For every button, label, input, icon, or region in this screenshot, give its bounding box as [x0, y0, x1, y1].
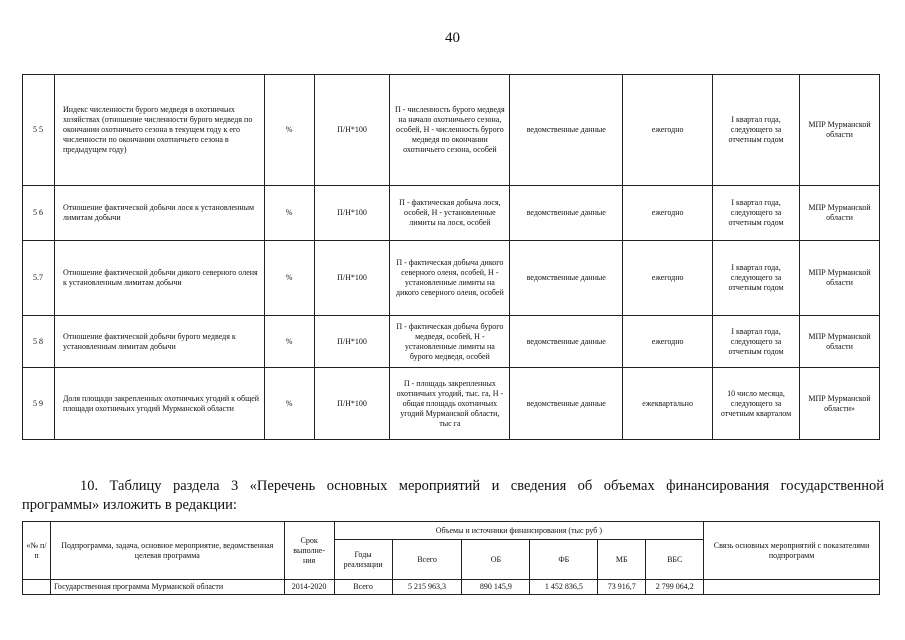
indicator-name: Отношение фактической добычи дикого северного оленя к установленным лимитам добычи	[54, 241, 264, 316]
indicator-name: Отношение фактической добычи бурого медведя к установленным лимитам добычи	[54, 316, 264, 368]
header-funding-group: Объемы и источники финансирования (тыс руб )	[334, 522, 704, 540]
source: ведомственные данные	[510, 316, 623, 368]
row-number: 5 6	[23, 186, 55, 241]
table-row	[23, 75, 880, 186]
link	[704, 580, 880, 595]
responsible: МПР Мурманской области	[800, 75, 880, 186]
header-link: Связь основных мероприятий с показателями подпрограмм	[704, 522, 880, 580]
term: 10 число месяца, следующего за отчетным кварталом	[713, 368, 800, 440]
source: ведомственные данные	[510, 241, 623, 316]
instruction-paragraph	[22, 477, 884, 515]
paragraph-line-1: 10. Таблицу раздела 3 «Перечень основных мероприятий и сведения об объемах финансирования государственной	[80, 478, 884, 494]
formula: П/Н*100	[314, 75, 390, 186]
definition: П - фактическая добыча дикого северного оленя, особей, Н - установленные лимиты на дикого северного оленя, особей	[390, 241, 510, 316]
indicator-name: Доля площади закрепленных охотничьих угодий к общей площади охотничьих угодий Мурманской области	[54, 368, 264, 440]
header-vbs: ВБС	[646, 540, 704, 580]
header-ob: ОБ	[462, 540, 530, 580]
header-years: Годы реализации	[334, 540, 392, 580]
row-number: 5.7	[23, 241, 55, 316]
formula: П/Н*100	[314, 368, 390, 440]
header-program: Подпрограмма, задача, основное мероприятие, ведомственная целевая программа	[50, 522, 284, 580]
source: ведомственные данные	[510, 75, 623, 186]
header-num: «№ п/п	[23, 522, 51, 580]
total: 5 215 963,3	[392, 580, 462, 595]
row-number: 5 5	[23, 75, 55, 186]
table-row	[23, 186, 880, 241]
indicator-name: Отношение фактической добычи лося к установленным лимитам добычи	[54, 186, 264, 241]
source: ведомственные данные	[510, 368, 623, 440]
periodicity: ежегодно	[623, 186, 713, 241]
formula: П/Н*100	[314, 186, 390, 241]
table-row	[23, 241, 880, 316]
header-total: Всего	[392, 540, 462, 580]
definition: П - фактическая добыча лося, особей, Н - установленные лимиты на лося, особей	[390, 186, 510, 241]
periodicity: ежеквартально	[623, 368, 713, 440]
source: ведомственные данные	[510, 186, 623, 241]
table-row	[23, 316, 880, 368]
definition: П - площадь закрепленных охотничьих угодий, тыс. га, Н - общая площадь охотничьих угодий Мурманской области, тыс га	[390, 368, 510, 440]
periodicity: ежегодно	[623, 75, 713, 186]
fb: 1 452 836,5	[530, 580, 598, 595]
row-number: 5 8	[23, 316, 55, 368]
header-deadline: Срок выполне-ния	[284, 522, 334, 580]
definition: П - фактическая добыча бурого медведя, особей, Н - установленные лимиты на бурого медведя, особей	[390, 316, 510, 368]
indicators-table	[22, 74, 880, 440]
unit: %	[264, 186, 314, 241]
page-number: 40	[445, 30, 460, 46]
row-number: 5 9	[23, 368, 55, 440]
formula: П/Н*100	[314, 316, 390, 368]
row-number	[23, 580, 51, 595]
unit: %	[264, 75, 314, 186]
header-fb: ФБ	[530, 540, 598, 580]
periodicity: ежегодно	[623, 316, 713, 368]
table-row	[23, 580, 880, 595]
mb: 73 916,7	[598, 580, 646, 595]
deadline: 2014-2020	[284, 580, 334, 595]
formula: П/Н*100	[314, 241, 390, 316]
vbs: 2 799 064,2	[646, 580, 704, 595]
table-row	[23, 368, 880, 440]
term: I квартал года, следующего за отчетным годом	[713, 75, 800, 186]
unit: %	[264, 316, 314, 368]
program-name: Государственная программа Мурманской области	[50, 580, 284, 595]
unit: %	[264, 241, 314, 316]
table-header-row	[23, 522, 880, 540]
responsible: МПР Мурманской области»	[800, 368, 880, 440]
ob: 890 145,9	[462, 580, 530, 595]
term: I квартал года, следующего за отчетным годом	[713, 316, 800, 368]
term: I квартал года, следующего за отчетным годом	[713, 241, 800, 316]
responsible: МПР Мурманской области	[800, 241, 880, 316]
unit: %	[264, 368, 314, 440]
responsible: МПР Мурманской области	[800, 316, 880, 368]
definition: П - численность бурого медведя на начало охотничьего сезона, особей, Н - численность бурого медведя по окончании охотничьего сезона, особей	[390, 75, 510, 186]
header-mb: МБ	[598, 540, 646, 580]
years: Всего	[334, 580, 392, 595]
funding-table	[22, 521, 880, 595]
responsible: МПР Мурманской области	[800, 186, 880, 241]
paragraph-line-2: программы» изложить в редакции:	[22, 497, 237, 513]
periodicity: ежегодно	[623, 241, 713, 316]
term: I квартал года, следующего за отчетным годом	[713, 186, 800, 241]
indicator-name: Индекс численности бурого медведя в охотничьих хозяйствах (отношение численности бурого медведя по окончании охотничьего сезона в текущем году к его численности по окончании охотничьего сезона в предыдущем году)	[54, 75, 264, 186]
